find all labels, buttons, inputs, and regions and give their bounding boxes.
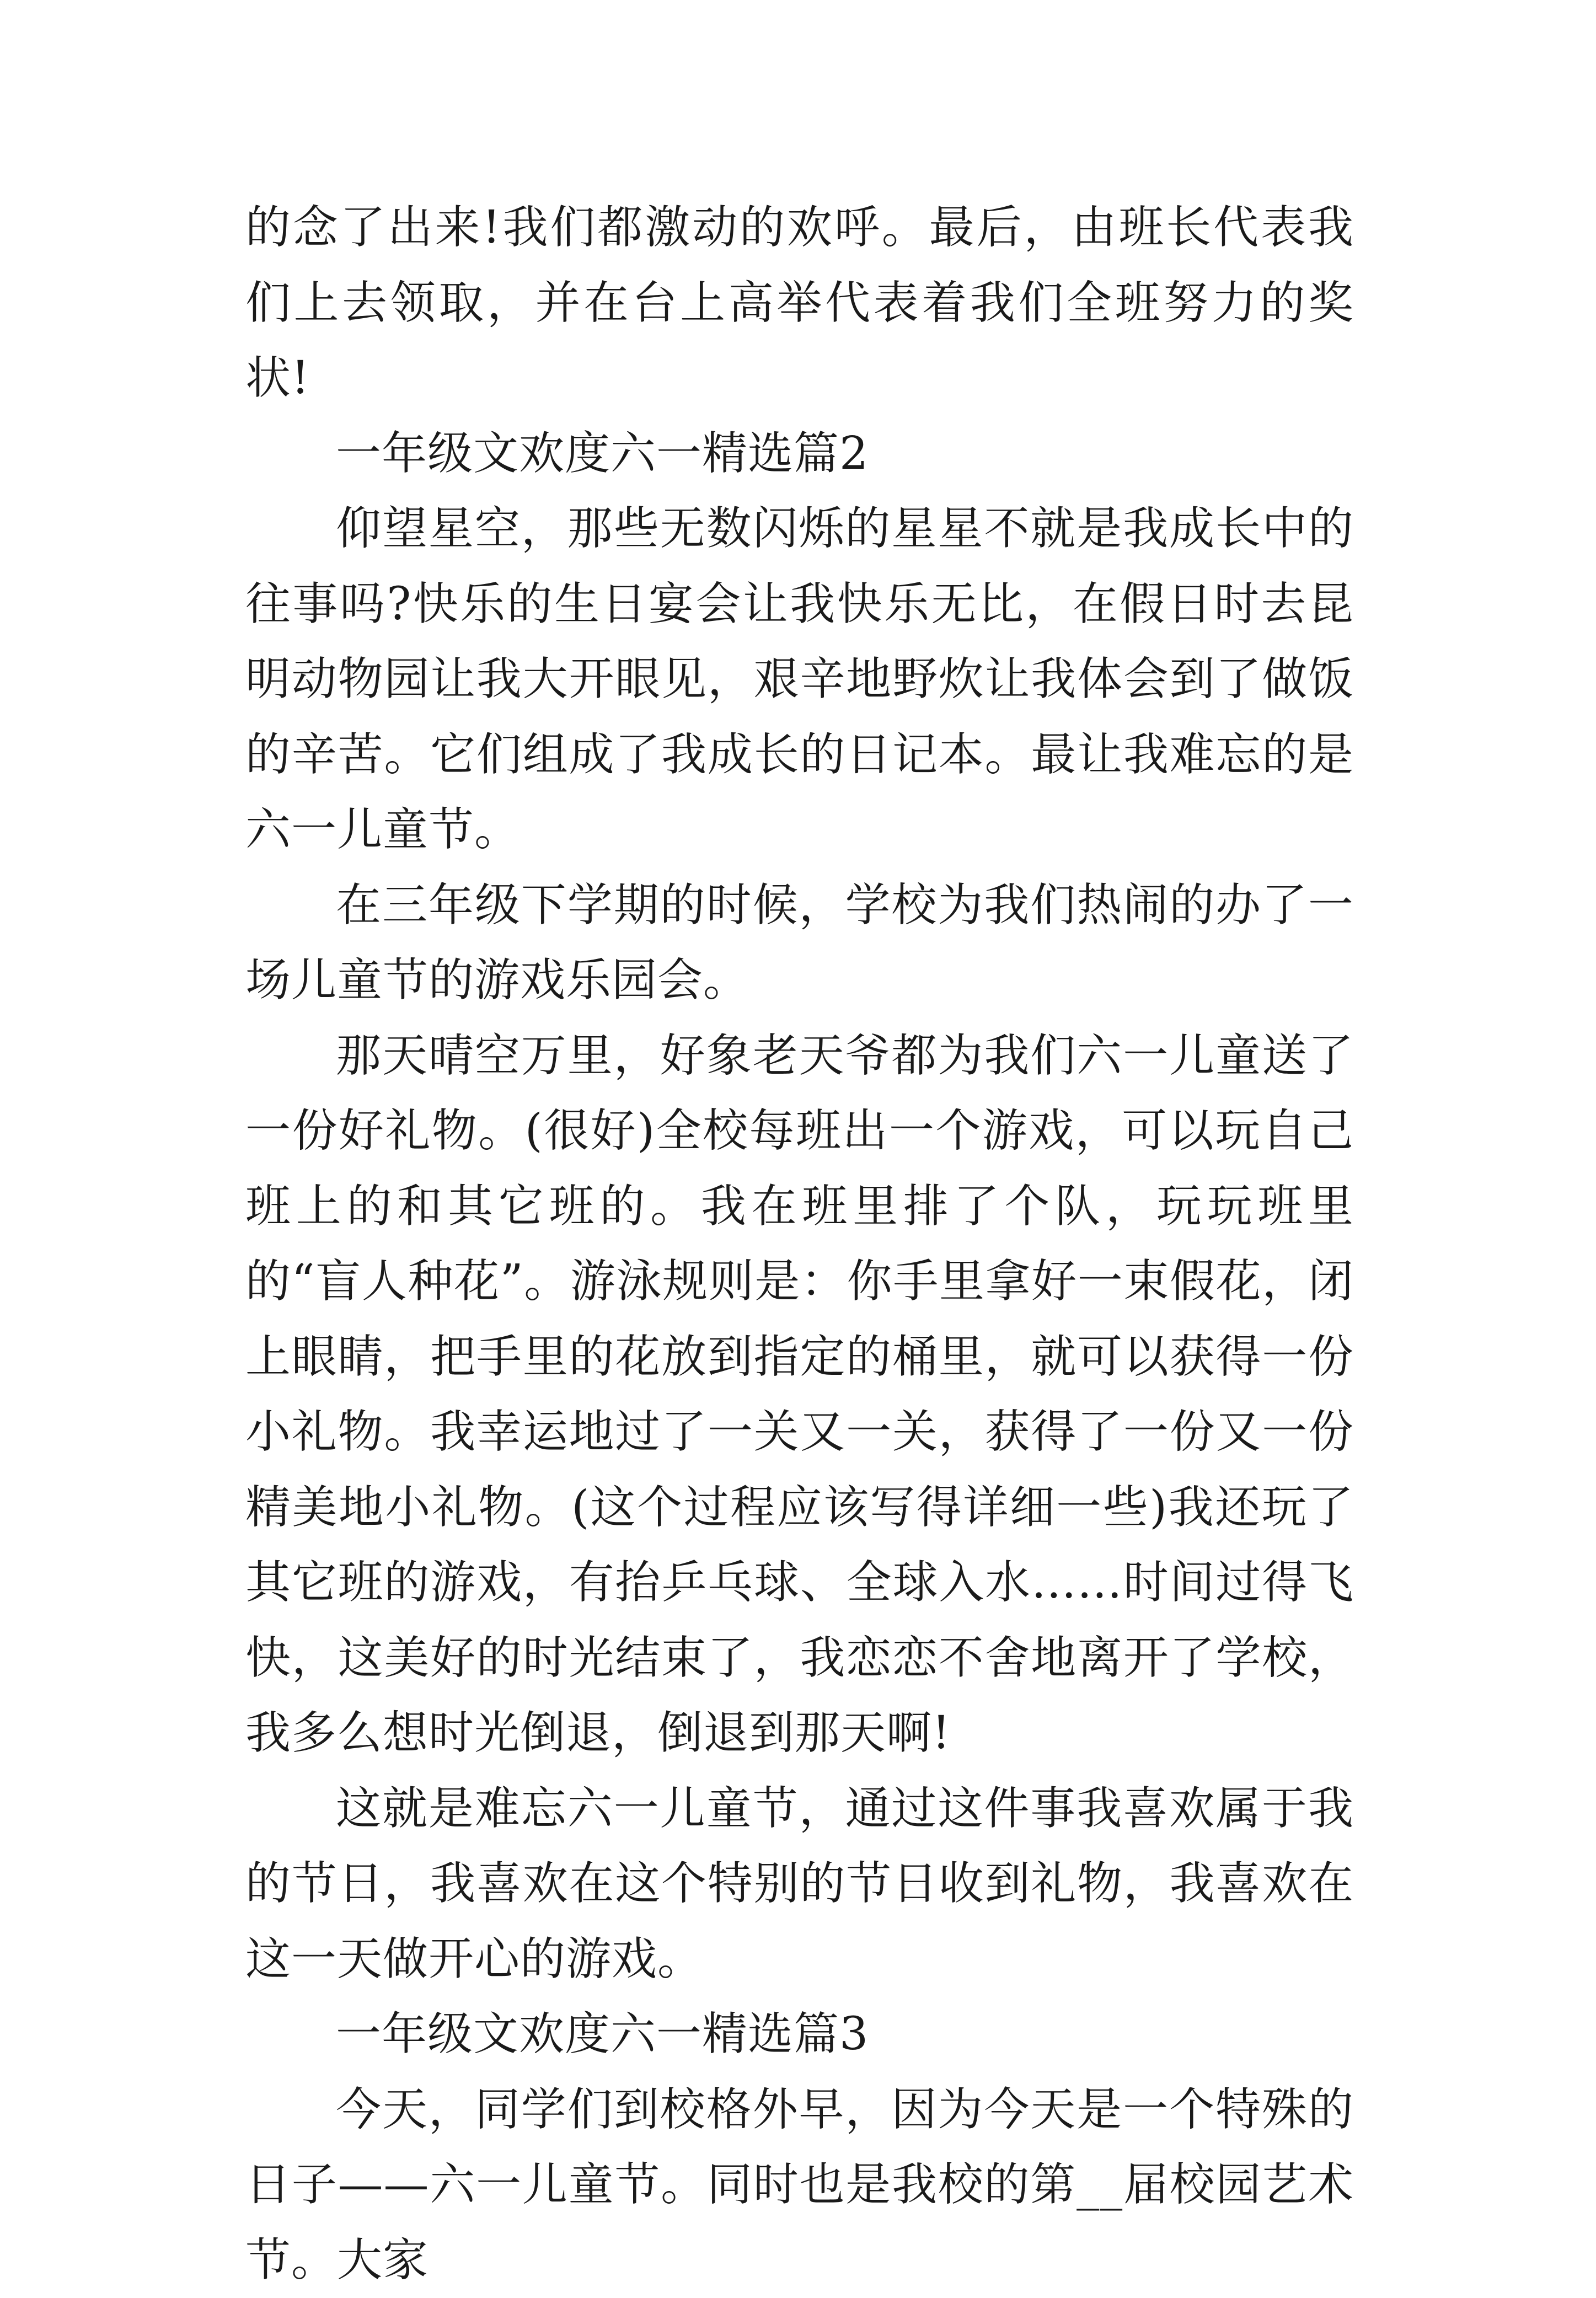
paragraph: 仰望星空，那些无数闪烁的星星不就是我成长中的往事吗?快乐的生日宴会让我快乐无比，在假日时去昆明动物园让我大开眼见，艰辛地野炊让我体会到了做饭的辛苦。它们组成了我成长的日记本。最让我难忘的是六一儿童节。 xyxy=(245,491,1354,868)
paragraph: 这就是难忘六一儿童节，通过这件事我喜欢属于我的节日，我喜欢在这个特别的节日收到礼物，我喜欢在这一天做开心的游戏。 xyxy=(245,1771,1354,1997)
section-heading-2: 一年级文欢度六一精选篇2 xyxy=(245,416,1354,492)
document-body xyxy=(245,190,1354,2298)
paragraph-continued: 的念了出来!我们都激动的欢呼。最后，由班长代表我们上去领取，并在台上高举代表着我们全班努力的奖状! xyxy=(245,190,1354,416)
paragraph: 在三年级下学期的时候，学校为我们热闹的办了一场儿童节的游戏乐园会。 xyxy=(245,868,1354,1019)
section-heading-3: 一年级文欢度六一精选篇3 xyxy=(245,1997,1354,2072)
paragraph: 那天晴空万里，好象老天爷都为我们六一儿童送了一份好礼物。(很好)全校每班出一个游戏，可以玩自己班上的和其它班的。我在班里排了个队，玩玩班里的“盲人种花”。游泳规则是：你手里拿好一束假花，闭上眼睛，把手里的花放到指定的桶里，就可以获得一份小礼物。我幸运地过了一关又一关，获得了一份又一份精美地小礼物。(这个过程应该写得详细一些)我还玩了其它班的游戏，有抬乒乓球、全球入水……时间过得飞快，这美好的时光结束了，我恋恋不舍地离开了学校，我多么想时光倒退，倒退到那天啊! xyxy=(245,1019,1354,1771)
paragraph: 今天，同学们到校格外早，因为今天是一个特殊的日子——六一儿童节。同时也是我校的第__届校园艺术节。大家 xyxy=(245,2072,1354,2298)
